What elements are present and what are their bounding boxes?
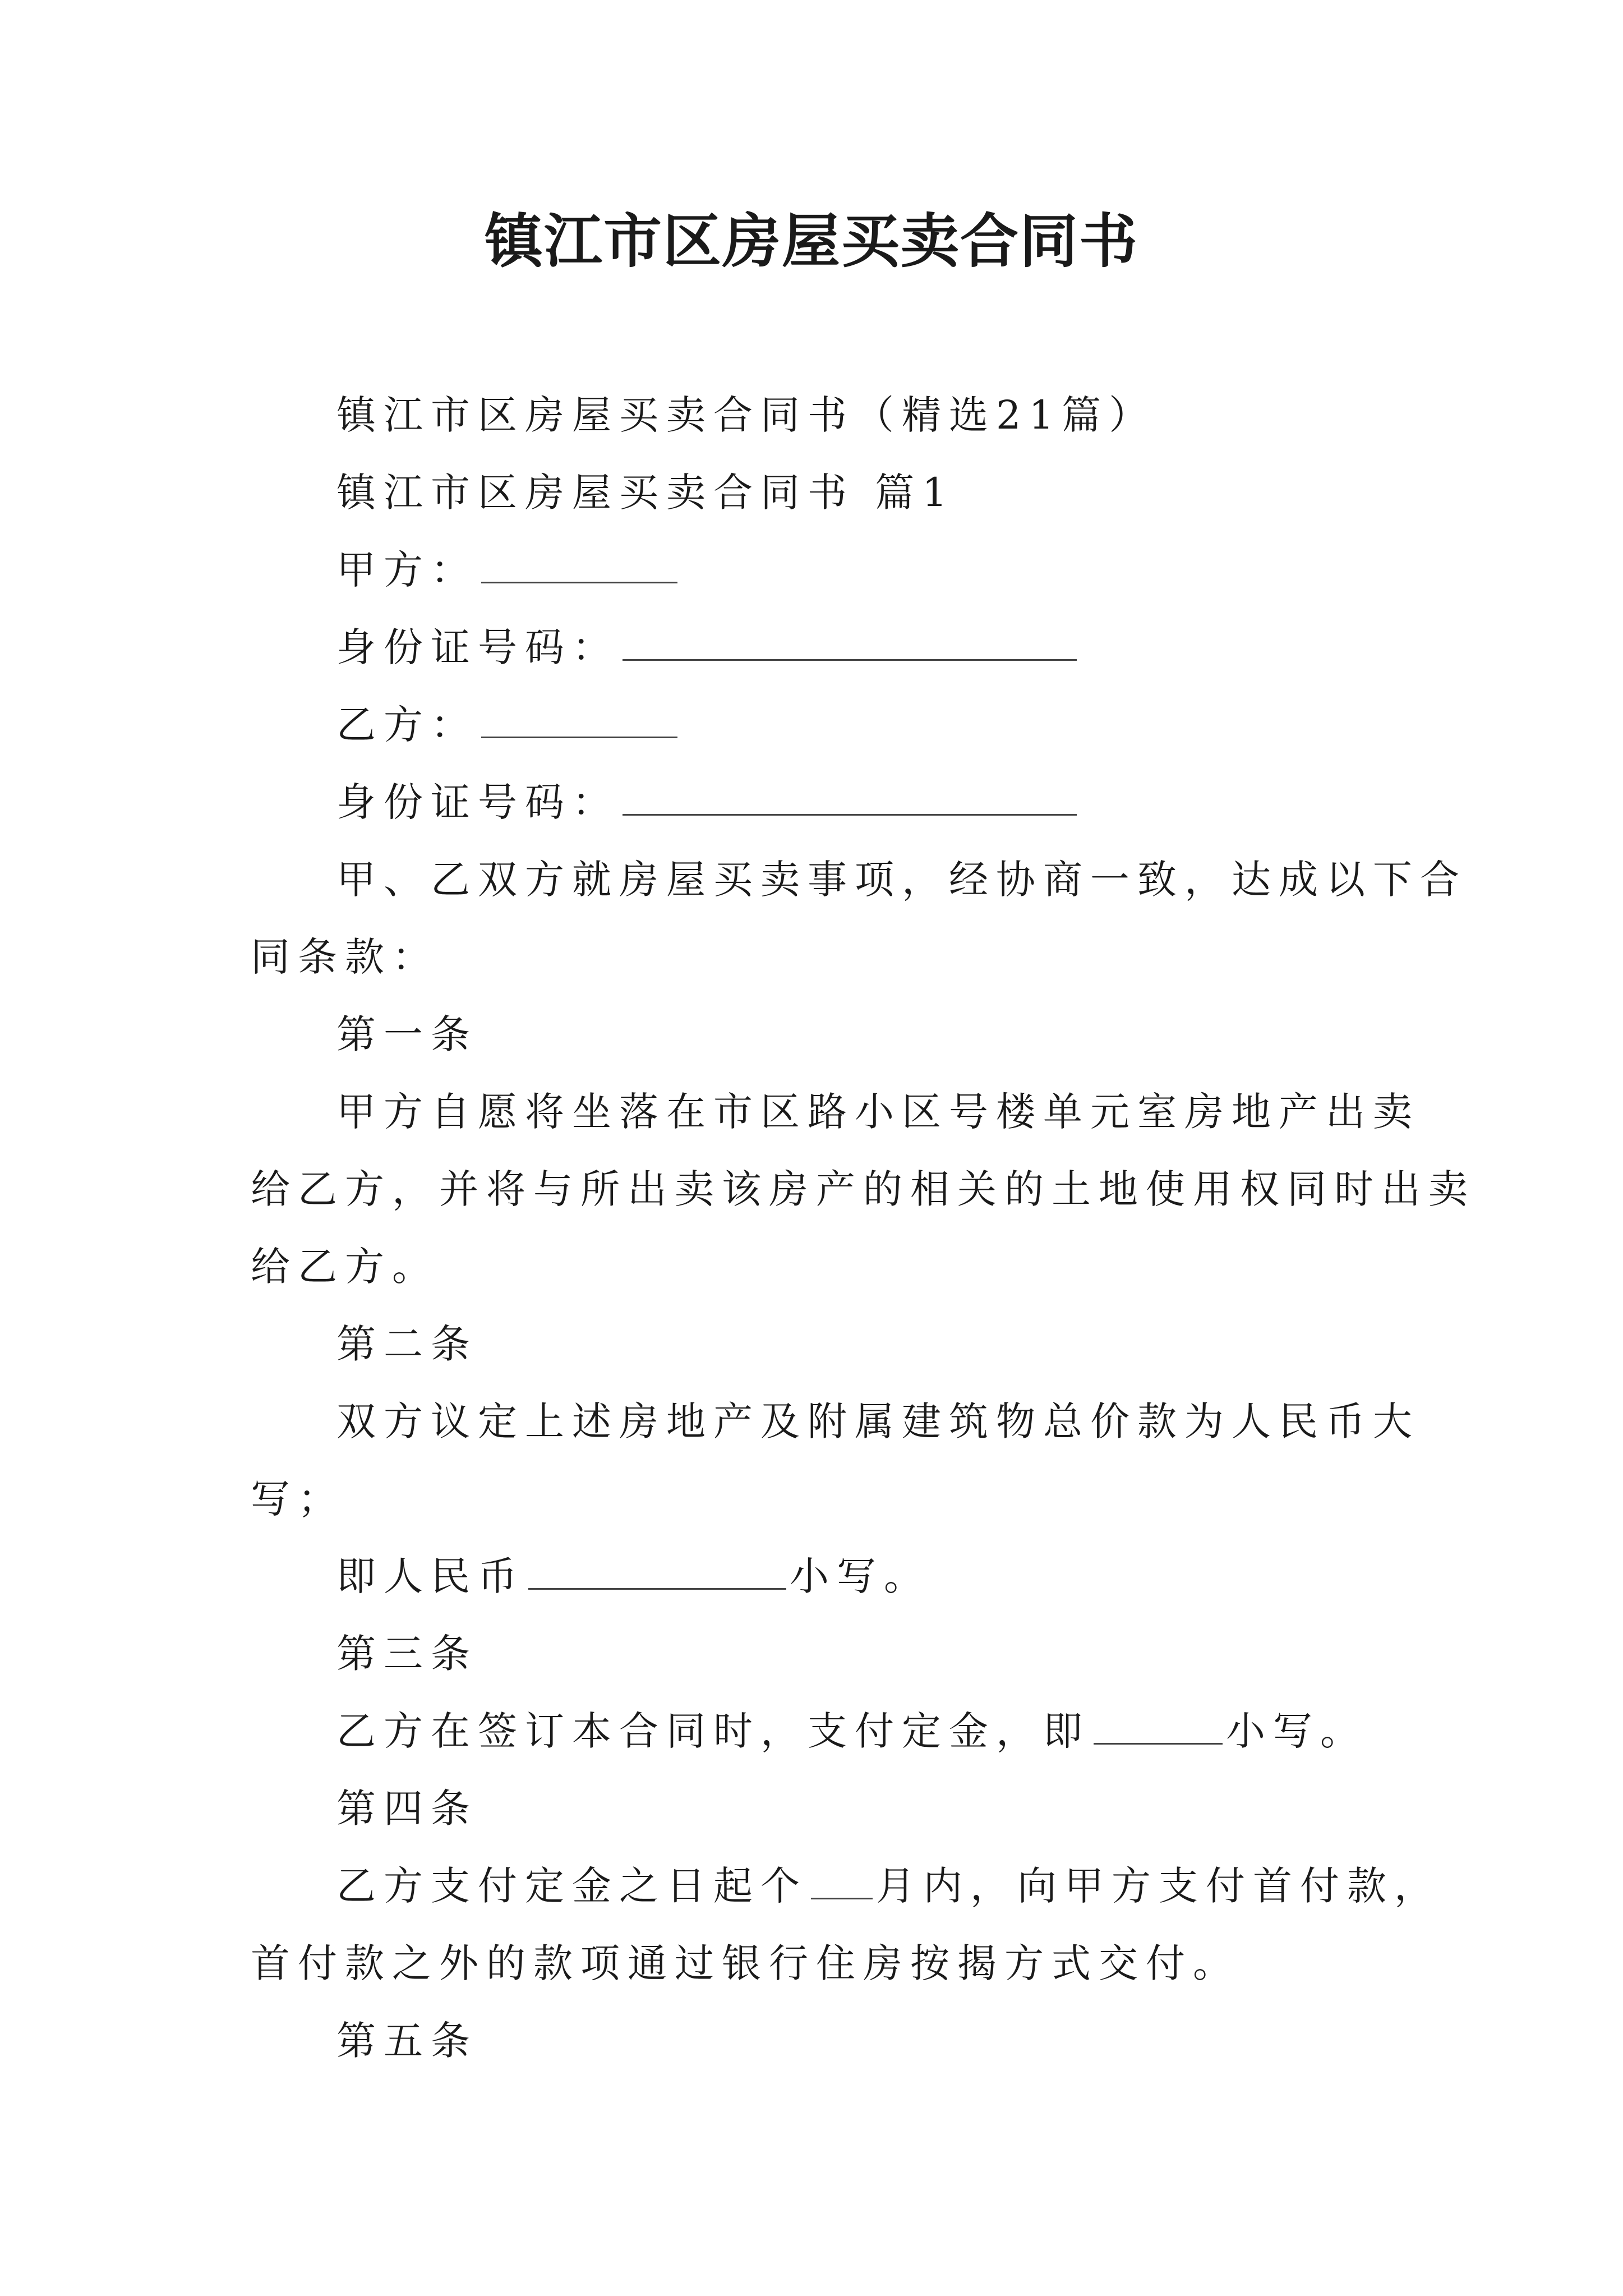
- article-1-line-1: 甲方自愿将坐落在市区路小区号楼单元室房地产出卖: [336, 1089, 1420, 1135]
- id-number-a-line: [336, 619, 1080, 675]
- article-3-deposit-blank: [1094, 1708, 1223, 1745]
- party-a-line: [336, 542, 681, 598]
- article-2-amount-suffix: 小写。: [790, 1553, 931, 1599]
- article-2-line-3: [336, 1548, 931, 1604]
- article-2-heading: 第二条: [336, 1321, 478, 1367]
- id-number-a-blank: [623, 624, 1077, 661]
- article-4-line-2: 首付款之外的款项通过银行住房按揭方式交付。: [251, 1940, 1240, 1986]
- document-title: 镇江市区房屋买卖合同书: [484, 206, 1138, 275]
- article-4-months-suffix: 月内，向甲方支付首付款，: [876, 1863, 1441, 1909]
- id-number-b-line: [336, 774, 1080, 830]
- party-a-label: 甲方：: [336, 547, 478, 593]
- article-1-heading: 第一条: [336, 1011, 478, 1057]
- article-3-line-1: [336, 1703, 1367, 1759]
- id-number-b-label: 身份证号码：: [336, 779, 619, 825]
- id-number-b-blank: [623, 779, 1077, 816]
- section-heading: 镇江市区房屋买卖合同书 篇1: [336, 470, 955, 516]
- article-2-amount-label: 即人民币: [336, 1553, 525, 1599]
- party-b-blank: [481, 702, 677, 738]
- article-3-deposit-suffix: 小写。: [1226, 1708, 1367, 1754]
- article-3-heading: 第三条: [336, 1631, 478, 1677]
- party-a-blank: [481, 547, 677, 583]
- article-4-line-1: [336, 1858, 1441, 1914]
- article-4-months-label: 乙方支付定金之日起个: [336, 1863, 808, 1909]
- article-5-heading: 第五条: [336, 2018, 478, 2064]
- article-1-line-2: 给乙方，并将与所出卖该房产的相关的土地使用权同时出卖: [251, 1166, 1476, 1212]
- intro-paragraph-line-1: 甲、乙双方就房屋买卖事项，经协商一致，达成以下合: [336, 857, 1467, 903]
- article-4-months-blank: [811, 1863, 873, 1899]
- article-2-line-1: 双方议定上述房地产及附属建筑物总价款为人民币大: [336, 1398, 1420, 1444]
- article-3-deposit-label: 乙方在签订本合同时，支付定金，即: [336, 1708, 1090, 1754]
- document-subtitle: 镇江市区房屋买卖合同书（精选21篇）: [336, 392, 1156, 438]
- article-4-heading: 第四条: [336, 1786, 478, 1832]
- article-1-line-3: 给乙方。: [251, 1244, 439, 1290]
- id-number-a-label: 身份证号码：: [336, 624, 619, 670]
- party-b-line: [336, 697, 681, 753]
- article-2-line-2: 写；: [251, 1476, 345, 1522]
- intro-paragraph-line-2: 同条款：: [251, 934, 439, 980]
- article-2-amount-blank: [528, 1553, 786, 1590]
- party-b-label: 乙方：: [336, 702, 478, 748]
